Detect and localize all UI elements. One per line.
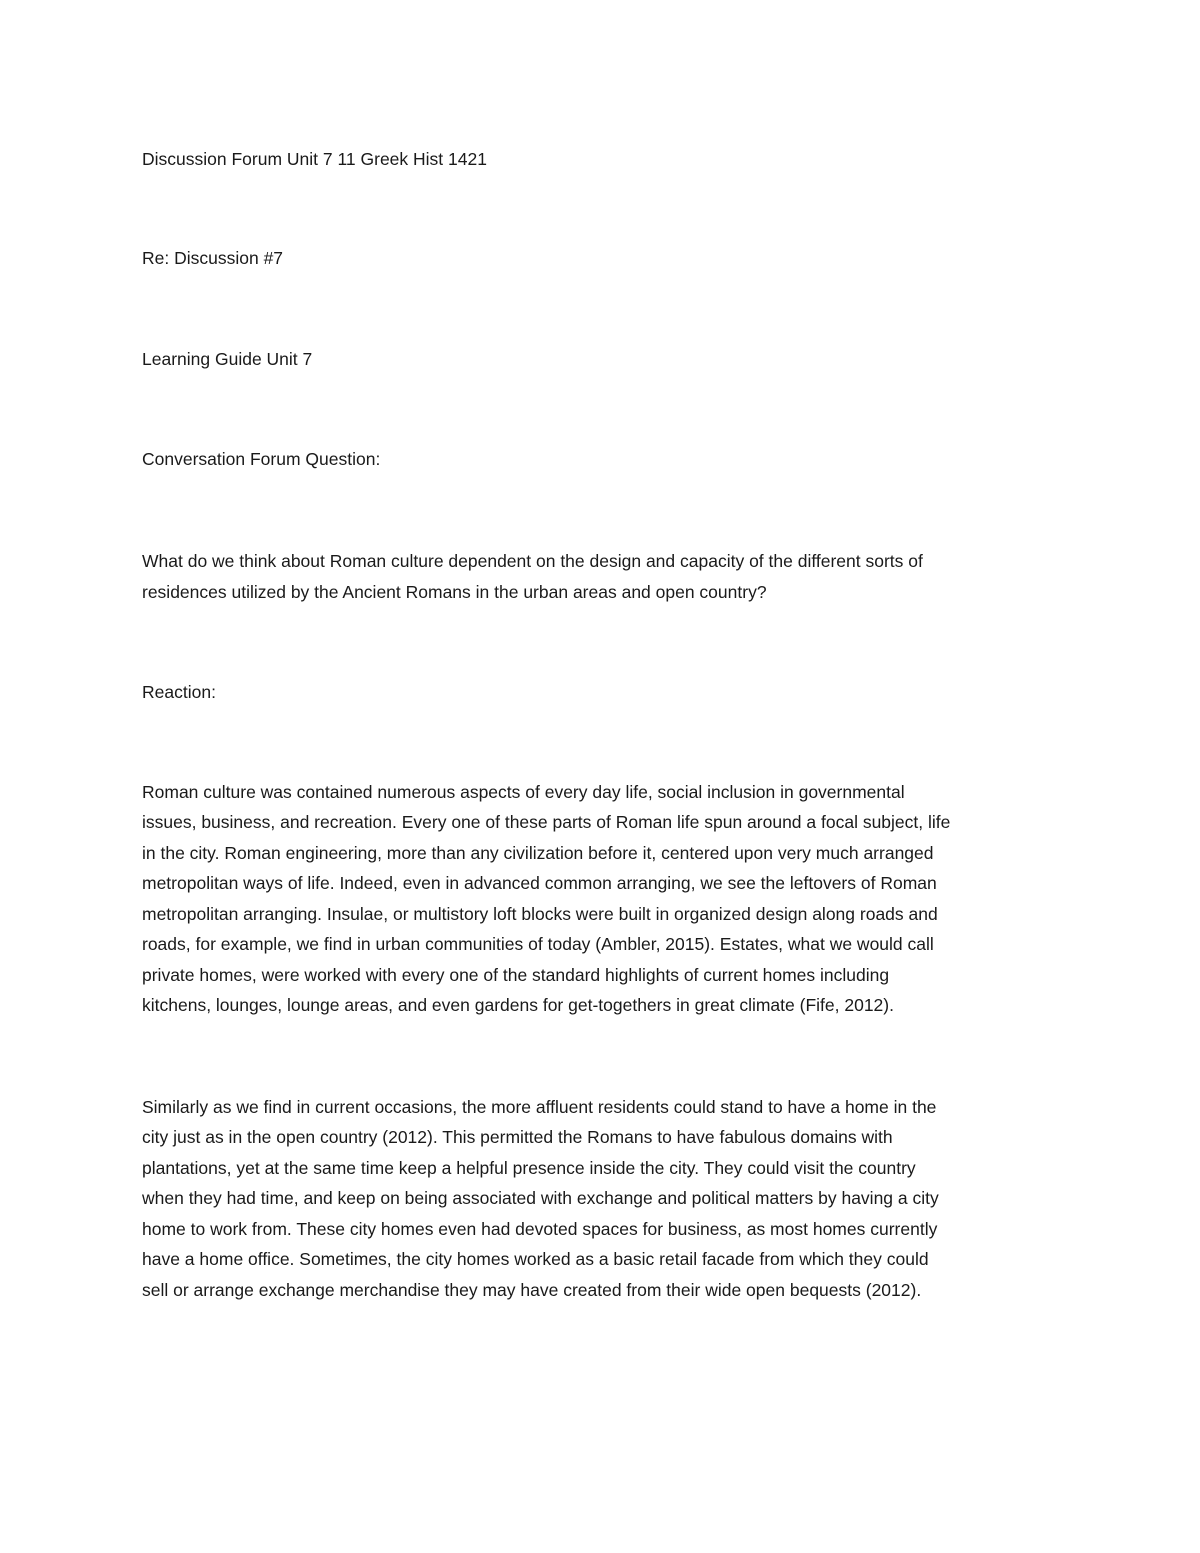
paragraph-line: metropolitan ways of life. Indeed, even in advanced common arranging, we see the leftovers of Roman — [142, 873, 937, 893]
paragraph-line: sell or arrange exchange merchandise they may have created from their wide open bequests (2012). — [142, 1279, 922, 1300]
paragraph-line: Roman culture was contained numerous aspects of every day life, social inclusion in governmental — [142, 781, 905, 802]
paragraph-line: issues, business, and recreation. Every one of these parts of Roman life spun around a focal subject, life — [142, 812, 951, 832]
question-line: residences utilized by the Ancient Romans in the urban areas and open country? — [142, 581, 767, 602]
paragraph-line: in the city. Roman engineering, more than any civilization before it, centered upon very much arranged — [142, 842, 934, 863]
paragraph-line: plantations, yet at the same time keep a helpful presence inside the city. They could visit the country — [142, 1157, 916, 1178]
paragraph-line: metropolitan arranging. Insulae, or multistory loft blocks were built in organized design along roads and — [142, 903, 938, 924]
subject-line: Re: Discussion #7 — [142, 247, 284, 268]
spacer — [142, 273, 1062, 344]
question-line: What do we think about Roman culture dependent on the design and capacity of the different sorts of — [142, 551, 923, 571]
spacer — [142, 375, 1062, 444]
question-paragraph — [142, 546, 1062, 607]
spacer — [142, 708, 1062, 777]
paragraph-line: private homes, were worked with every one of the standard highlights of current homes including — [142, 964, 890, 985]
reaction-heading: Reaction: — [142, 682, 216, 702]
reaction-paragraph-1 — [142, 777, 1062, 1021]
document-body — [142, 144, 1062, 1305]
spacer — [142, 1021, 1062, 1092]
paragraph-line: city just as in the open country (2012). This permitted the Romans to have fabulous domains with — [142, 1127, 893, 1147]
paragraph-line: roads, for example, we find in urban communities of today (Ambler, 2015). Estates, what we would call — [142, 934, 934, 954]
paragraph-line: home to work from. These city homes even had devoted spaces for business, as most homes currently — [142, 1218, 938, 1239]
question-heading: Conversation Forum Question: — [142, 448, 381, 469]
reaction-paragraph-2 — [142, 1092, 1062, 1306]
paragraph-line: kitchens, lounges, lounge areas, and even gardens for get-togethers in great climate (Fife, 2012). — [142, 995, 894, 1015]
spacer — [142, 474, 1062, 546]
guide-line: Learning Guide Unit 7 — [142, 349, 313, 369]
paragraph-line: when they had time, and keep on being associated with exchange and political matters by having a city — [142, 1188, 939, 1208]
spacer — [142, 175, 1062, 243]
paragraph-line: Similarly as we find in current occasions, the more affluent residents could stand to have a home in the — [142, 1096, 937, 1117]
paragraph-line: have a home office. Sometimes, the city homes worked as a basic retail facade from which they could — [142, 1249, 929, 1269]
spacer — [142, 607, 1062, 677]
document-title: Discussion Forum Unit 7 11 Greek Hist 1421 — [142, 149, 487, 169]
